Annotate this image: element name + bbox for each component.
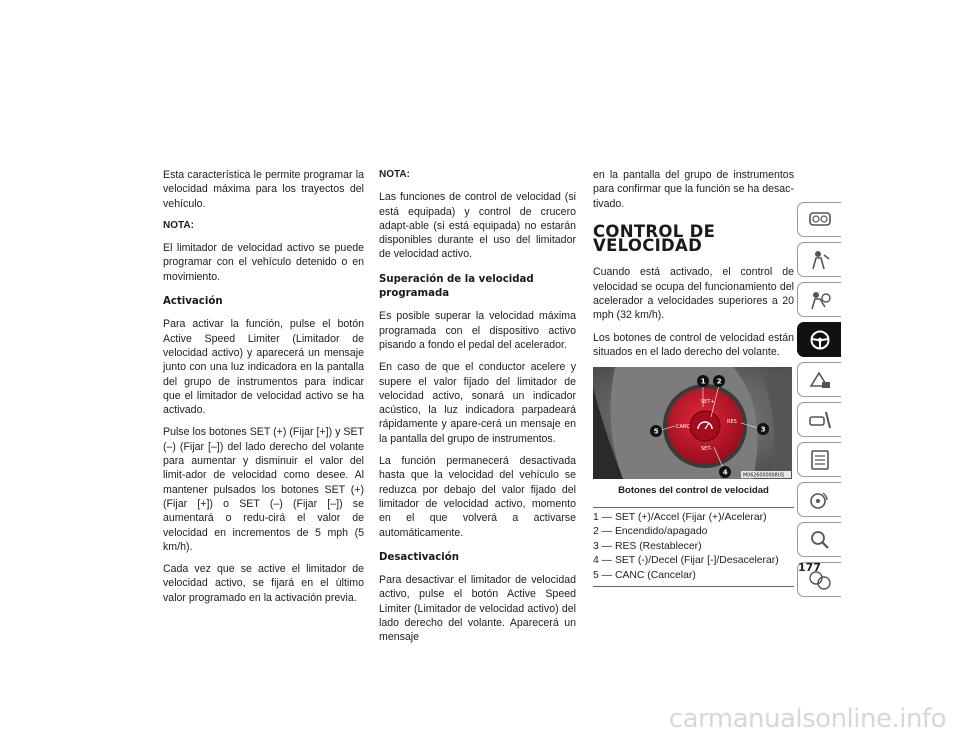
callout-5 bbox=[650, 425, 662, 437]
callout-3 bbox=[757, 423, 769, 435]
override-paragraph-2: En caso de que el conductor acelere y supere el valor fijado del limitador de velocidad activo, sonará un indicador acústico, la luz indicadora parpadeará rápidamente y apare-cerá un mensaje en la pantalla del grupo de instrumentos. bbox=[379, 361, 576, 445]
svg-text:1: 1 bbox=[700, 377, 706, 386]
tab-specifications[interactable] bbox=[797, 442, 841, 477]
tab-dashboard[interactable] bbox=[797, 202, 841, 237]
activation-paragraph-3: Cada vez que se active el limitador de velocidad activo, se fijará en el último valor programado en la activación previa. bbox=[163, 563, 364, 604]
note-label: NOTA: bbox=[163, 219, 194, 231]
legend-item-2: 2 — Encendido/apagado bbox=[593, 526, 708, 538]
steering-wheel-buttons-figure bbox=[593, 367, 792, 479]
override-heading: Superación de la velocidad programada bbox=[379, 273, 534, 300]
steering-wheel-icon bbox=[807, 329, 833, 351]
column-right bbox=[593, 168, 794, 587]
svg-text:4: 4 bbox=[722, 468, 728, 477]
note-label: NOTA: bbox=[379, 169, 410, 180]
image-code: M0626000008US bbox=[743, 473, 785, 479]
column-left bbox=[163, 168, 364, 613]
svg-text:5: 5 bbox=[653, 427, 659, 436]
speed-control-paragraph-2: Los botones de control de velocidad están situados en el lado derecho del volante. bbox=[593, 331, 794, 358]
tab-emergency[interactable] bbox=[797, 362, 841, 397]
tab-starting[interactable] bbox=[797, 282, 841, 317]
callout-2 bbox=[713, 375, 725, 387]
tab-index[interactable] bbox=[797, 522, 841, 557]
column-middle bbox=[379, 168, 576, 653]
callout-1 bbox=[697, 375, 709, 387]
chapter-tabs bbox=[797, 202, 842, 602]
continued-paragraph: en la pantalla del grupo de instrumentos para confirmar que la función se ha desac-tivado. bbox=[593, 169, 794, 210]
svg-text:2: 2 bbox=[716, 377, 722, 386]
activation-heading: Activación bbox=[163, 296, 223, 308]
legend-item-3: 3 — RES (Restablecer) bbox=[593, 540, 702, 552]
deactivation-paragraph: Para desactivar el limitador de velocidad activo, pulse el botón Active Speed Limiter (Limitador de velocidad activo) del lado derecho del volante. Aparecerá un mensaje bbox=[379, 574, 576, 644]
set-minus-label: SET- bbox=[701, 446, 712, 453]
speed-control-paragraph-1: Cuando está activado, el control de velocidad se ocupa del funcionamiento del acelerador a velocidades superiores a 20 mph (32 km/h). bbox=[593, 266, 794, 322]
legend-item-1: 1 — SET (+)/Accel (Fijar (+)/Acelerar) bbox=[593, 511, 767, 523]
tab-multimedia[interactable] bbox=[797, 482, 841, 517]
note-text: El limitador de velocidad activo se puede programar con el vehículo detenido o en movimiento. bbox=[163, 242, 364, 283]
note-text: Las funciones de control de velocidad (si está equipada) y control de crucero adapt-able (si está equipada) no estarán disponibles durante el uso del limitador de velocidad activo. bbox=[379, 191, 576, 261]
steering-wheel-illustration bbox=[593, 367, 792, 479]
res-label: RES bbox=[727, 419, 737, 426]
figure-legend bbox=[593, 507, 794, 587]
svg-text:3: 3 bbox=[760, 425, 766, 434]
override-paragraph-1: Es posible superar la velocidad máxima programada con el dispositivo activo pisando a fondo el pedal del acelerador. bbox=[379, 310, 576, 351]
specifications-icon bbox=[807, 449, 833, 471]
multimedia-icon bbox=[807, 489, 833, 511]
intro-paragraph: Esta característica le permite programar la velocidad máxima para los trayectos del vehículo. bbox=[163, 169, 364, 210]
deactivation-heading: Desactivación bbox=[379, 551, 460, 563]
emergency-icon bbox=[807, 369, 833, 391]
tab-service[interactable] bbox=[797, 402, 841, 437]
tab-driving[interactable] bbox=[797, 322, 841, 357]
service-icon bbox=[807, 409, 833, 431]
starting-icon bbox=[807, 289, 833, 311]
tab-safety[interactable] bbox=[797, 242, 841, 277]
set-plus-label: SET+ bbox=[701, 399, 715, 406]
index-icon bbox=[807, 529, 833, 551]
activation-paragraph-1: Para activar la función, pulse el botón Active Speed Limiter (Limitador de velocidad activo) y aparecerá un mensaje junto con una luz indicadora en la pantalla del grupo de instrumentos para indicar que el limitador de velocidad activo se ha activado. bbox=[163, 318, 364, 417]
override-paragraph-3: La función permanecerá desactivada hasta que la velocidad del vehículo se reduzca por debajo del valor fijado del limitador de velocidad activo, momento en el que volverá a activarse automáticamente. bbox=[379, 455, 576, 539]
canc-label: CANC bbox=[676, 424, 691, 431]
activation-paragraph-2: Pulse los botones SET (+) (Fijar [+]) y SET (–) (Fijar [–]) del lado derecho del volante para aumentar y disminuir el valor del limit-ador de velocidad como desee. Al mantener pulsados los botones SET (+) (Fijar [+]) o SET (–) (Fijar [–]) se aumentará o redu-cirá el valor de velocidad en incrementos de 5 mph (5 km/h). bbox=[163, 426, 364, 553]
figure-caption: Botones del control de velocidad bbox=[618, 485, 769, 497]
dashboard-icon bbox=[807, 209, 833, 231]
watermark: carmanualsonline.info bbox=[668, 704, 946, 734]
safety-icon bbox=[807, 249, 833, 271]
legend-item-5: 5 — CANC (Cancelar) bbox=[593, 569, 696, 581]
section-heading: CONTROL DE VELOCIDAD bbox=[593, 221, 716, 256]
callout-4 bbox=[719, 466, 731, 478]
legend-item-4: 4 — SET (-)/Decel (Fijar [-]/Desacelerar) bbox=[593, 555, 779, 567]
page-number: 177 bbox=[798, 561, 821, 574]
on-off-button bbox=[690, 411, 720, 441]
